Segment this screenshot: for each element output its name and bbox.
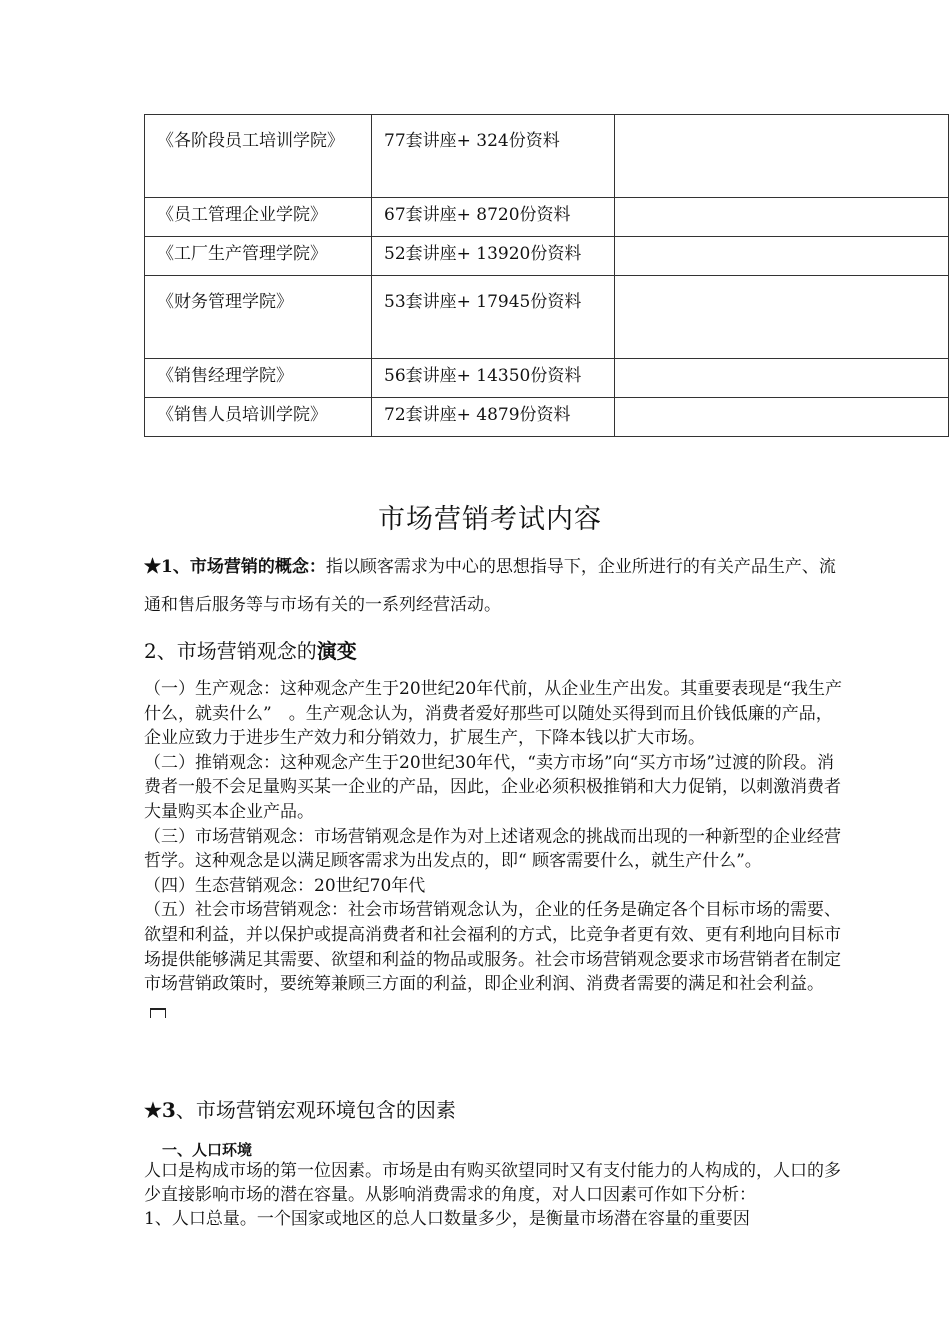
table-row bbox=[145, 276, 949, 359]
population-paragraph: 人口是构成市场的第一位因素。市场是由有购买欲望同时又有支付能力的人构成的，人口的多少直接影响市场的潜在容量。从影响消费需求的角度，对人口因素可作如下分析： bbox=[144, 1161, 841, 1205]
course-table bbox=[144, 114, 949, 437]
section-1-paragraph bbox=[144, 548, 844, 624]
section-2-heading-text: 2、市场营销观念的 bbox=[144, 639, 317, 663]
empty-cell bbox=[615, 198, 949, 237]
materials-cell: 52套讲座+ 13920份资料 bbox=[372, 237, 615, 276]
bracket-mark-icon bbox=[150, 1008, 166, 1018]
college-name-cell: 《工厂生产管理学院》 bbox=[145, 237, 372, 276]
concept-paragraph: （二）推销观念：这种观念产生于20世纪30年代，“卖方市场”向“买方市场”过渡的阶段。消费者一般不会足量购买某一企业的产品，因此，企业必须积极推销和大力促销，以刺激消费者大量购买本企业产品。 bbox=[144, 752, 841, 822]
materials-cell: 77套讲座+ 324份资料 bbox=[372, 115, 615, 198]
table-row bbox=[145, 198, 949, 237]
section-3-heading-text: 、市场营销宏观环境包含的因素 bbox=[175, 1098, 456, 1122]
empty-cell bbox=[615, 115, 949, 198]
materials-cell: 53套讲座+ 17945份资料 bbox=[372, 276, 615, 359]
empty-cell bbox=[615, 276, 949, 359]
empty-cell bbox=[615, 359, 949, 398]
section-2-heading-bold: 演变 bbox=[316, 639, 357, 663]
table-row bbox=[145, 115, 949, 198]
section-2-heading bbox=[144, 635, 357, 664]
materials-cell: 72套讲座+ 4879份资料 bbox=[372, 398, 615, 437]
table-row bbox=[145, 237, 949, 276]
population-paragraph: 1、人口总量。一个国家或地区的总人口数量多少，是衡量市场潜在容量的重要因 bbox=[144, 1208, 750, 1229]
concept-paragraph-text: （五）社会市场营销观念：社会市场营销观念认为，企业的任务是确定各个目标市场的需要、欲望和利益，并以保护或提高消费者和社会福利的方式，比竞争者更有效、更有利地向目标市场提供能够满足其需要、欲望和利益的物品或服务。社会市场营销观念要求市场营销者在制定市场营销政策时，要统筹兼顾三方面的利益，即企业利润、消费者需要的满足和社会利益。 bbox=[144, 900, 841, 995]
college-name-cell: 《各阶段员工培训学院》 bbox=[145, 115, 372, 198]
section-1-lead: ★1、市场营销的概念： bbox=[144, 557, 326, 577]
materials-cell: 56套讲座+ 14350份资料 bbox=[372, 359, 615, 398]
concept-paragraph: （一）生产观念：这种观念产生于20世纪20年代前，从企业生产出发。其重要表现是“我生产什么，就卖什么” 。生产观念认为，消费者爱好那些可以随处买得到而且价钱低廉的产品，企业应致力于进步生产效力和分销效力，扩展生产，下降本钱以扩大市场。 bbox=[144, 679, 842, 749]
section-3-heading bbox=[144, 1094, 456, 1123]
college-name-cell: 《销售人员培训学院》 bbox=[145, 398, 372, 437]
section-3-body bbox=[144, 1160, 848, 1231]
empty-cell bbox=[615, 398, 949, 437]
table-row bbox=[145, 359, 949, 398]
section-2-body bbox=[144, 677, 844, 1021]
section-3-star: ★3 bbox=[144, 1098, 176, 1122]
section-3-subheading: 一、人口环境 bbox=[162, 1141, 253, 1159]
section-1-text: 指以顾客需求为中心的思想指导下，企业所进行的有关产品生产、流通和售后服务等与市场有关的一系列经营活动。 bbox=[144, 557, 836, 615]
college-name-cell: 《财务管理学院》 bbox=[145, 276, 372, 359]
document-title: 市场营销考试内容 bbox=[378, 504, 602, 535]
college-name-cell: 《销售经理学院》 bbox=[145, 359, 372, 398]
empty-cell bbox=[615, 237, 949, 276]
college-name-cell: 《员工管理企业学院》 bbox=[145, 198, 372, 237]
concept-paragraph: （三）市场营销观念：市场营销观念是作为对上述诸观念的挑战而出现的一种新型的企业经营哲学。这种观念是以满足顾客需求为出发点的，即“ 顾客需要什么，就生产什么”。 bbox=[144, 826, 841, 872]
materials-cell: 67套讲座+ 8720份资料 bbox=[372, 198, 615, 237]
concept-paragraph bbox=[144, 898, 844, 1021]
table-row bbox=[145, 398, 949, 437]
concept-paragraph: （四）生态营销观念：20世纪70年代 bbox=[144, 875, 426, 896]
